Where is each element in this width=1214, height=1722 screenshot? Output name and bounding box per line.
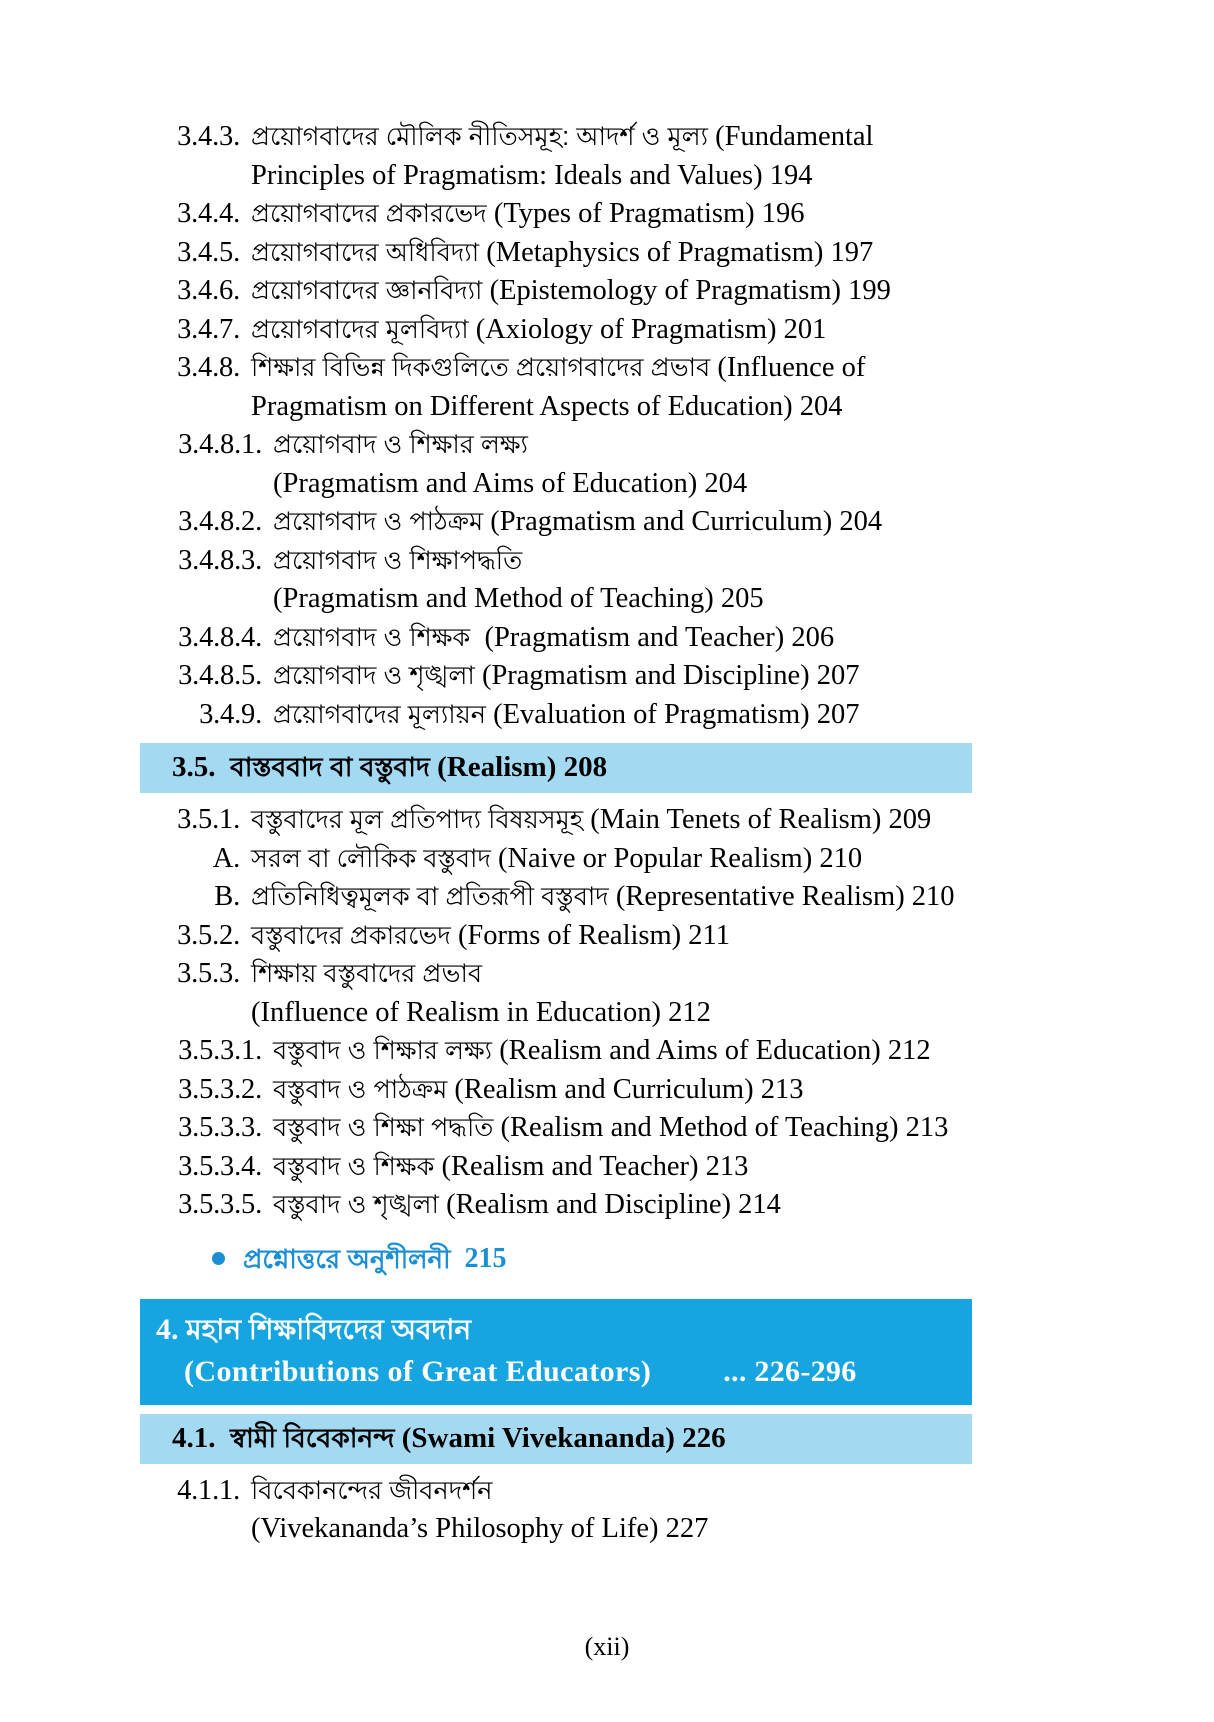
toc-entry[interactable] [140, 1032, 972, 1071]
toc-entry[interactable] [140, 801, 972, 840]
toc-entry[interactable] [140, 349, 972, 388]
exercise-label-bengali: প্রশ্নোত্তরে অনুশীলনী [243, 1243, 451, 1274]
entry-number: B. [214, 881, 240, 912]
entry-number: 3.5.2. [177, 919, 240, 951]
entry-text-bengali: বস্তুবাদ ও শিক্ষার লক্ষ্য [273, 1037, 493, 1065]
entry-text [262, 619, 972, 658]
entry-text-bengali: বস্তুবাদ ও শৃঙ্খলা [273, 1191, 439, 1219]
entry-text [262, 696, 972, 735]
entry-number: 3.4.9. [199, 698, 262, 730]
entry-text-english: (Axiology of Pragmatism) 201 [475, 313, 827, 345]
toc-entry[interactable] [140, 311, 972, 350]
entry-text-bengali: প্রতিনিধিত্বমূলক বা প্রতিরূপী বস্তুবাদ [251, 883, 609, 911]
bullet-dot-icon [212, 1252, 225, 1265]
entry-text-bengali: বস্তুবাদ ও শিক্ষক [273, 1152, 435, 1181]
toc-entry[interactable] [140, 657, 972, 696]
section-title-bengali: স্বামী বিবেকানন্দ [230, 1422, 395, 1453]
entry-text [262, 1071, 972, 1110]
entry-text-english: (Fundamental [715, 121, 874, 152]
entry-text-bengali: বস্তুবাদ ও শিক্ষা পদ্ধতি [273, 1114, 494, 1142]
toc-group-3-4 [140, 118, 972, 734]
entry-text [262, 657, 972, 696]
toc-entry[interactable] [140, 1186, 972, 1225]
entry-text-english: (Evaluation of Pragmatism) 207 [493, 698, 860, 730]
entry-number: 3.5.1. [177, 804, 240, 835]
entry-text [240, 311, 972, 350]
toc-entry[interactable] [140, 542, 972, 581]
entry-text-english: (Main Tenets of Realism) 209 [590, 804, 932, 835]
entry-number: 3.5.3.5. [178, 1189, 262, 1220]
toc-entry-continuation: Pragmatism on Different Aspects of Education) 204 [251, 390, 843, 422]
toc-entry[interactable] [140, 696, 972, 735]
chapter-title-bengali: মহান শিক্ষাবিদদের অবদান [186, 1313, 472, 1345]
entry-text [262, 1148, 972, 1187]
entry-text-english: (Realism and Curriculum) 213 [454, 1073, 804, 1105]
entry-number: 3.5.3.1. [178, 1035, 262, 1066]
exercise-page-number: 215 [464, 1242, 507, 1274]
entry-number: 3.4.8.4. [178, 621, 262, 653]
entry-text [262, 503, 972, 542]
entry-text [240, 917, 972, 956]
entry-text-english: (Pragmatism and Discipline) 207 [481, 660, 860, 691]
toc-entry[interactable] [140, 1109, 972, 1148]
entry-number: 3.4.8. [177, 352, 240, 383]
entry-text-bengali: বিবেকানন্দের জীবনদর্শন [251, 1476, 493, 1505]
toc-entry-continuation: Principles of Pragmatism: Ideals and Values) 194 [251, 159, 813, 191]
entry-number: 3.5.3.4. [178, 1150, 262, 1182]
entry-text-bengali: প্রয়োগবাদের প্রকারভেদ [251, 200, 487, 228]
entry-text [240, 840, 972, 879]
entry-text-english: (Realism and Method of Teaching) 213 [500, 1112, 949, 1143]
toc-entry[interactable] [140, 1148, 972, 1187]
entry-text-bengali: প্রয়োগবাদের মূলবিদ্যা [251, 315, 469, 344]
page-folio: (xii) [584, 1632, 630, 1661]
entry-text-bengali: শিক্ষায় বস্তুবাদের প্রভাব [251, 960, 483, 988]
entry-number: 3.4.4. [177, 198, 240, 229]
entry-text-bengali: শিক্ষার বিভিন্ন দিকগুলিতে প্রয়োগবাদের প্রভাব [251, 354, 711, 382]
entry-number: 3.5.3.2. [178, 1073, 262, 1105]
toc-entry-continuation: (Pragmatism and Aims of Education) 204 [273, 467, 748, 499]
toc-entry[interactable] [140, 426, 972, 465]
entry-text-bengali: প্রয়োগবাদের মৌলিক নীতিসমূহ: আদর্শ ও মূল্য [251, 123, 709, 151]
toc-entry[interactable] [140, 234, 972, 273]
entry-text-english: (Forms of Realism) 211 [457, 919, 730, 951]
section-heading-3-5[interactable] [140, 743, 972, 793]
table-of-contents [140, 118, 972, 1549]
toc-entry[interactable] [140, 955, 972, 994]
toc-entry[interactable] [140, 272, 972, 311]
entry-text [262, 426, 972, 465]
toc-entry-continuation: (Vivekananda’s Philosophy of Life) 227 [251, 1513, 709, 1544]
chapter-title-english: (Contributions of Great Educators) [184, 1354, 652, 1388]
entry-text-bengali: প্রয়োগবাদের জ্ঞানবিদ্যা [251, 277, 483, 305]
chapter-page-range: ... 226-296 [723, 1354, 857, 1388]
section-title-english: (Swami Vivekananda) 226 [401, 1421, 726, 1454]
entry-text-bengali: বস্তুবাদের মূল প্রতিপাদ্য বিষয়সমূহ [251, 806, 584, 834]
chapter-heading-line-2 [156, 1351, 972, 1393]
entry-text-bengali: প্রয়োগবাদ ও শিক্ষাপদ্ধতি [273, 546, 523, 575]
entry-number: 3.4.5. [177, 236, 240, 268]
toc-entry[interactable] [140, 118, 972, 157]
entry-text-english: (Realism and Discipline) 214 [446, 1189, 781, 1220]
entry-text [240, 349, 972, 388]
entry-text-bengali: প্রয়োগবাদের অধিবিদ্যা [251, 238, 480, 267]
section-title-english: (Realism) 208 [437, 751, 608, 783]
toc-entry-continuation: (Influence of Realism in Education) 212 [251, 996, 711, 1028]
chapter-number: 4. [156, 1312, 179, 1346]
entry-text [240, 272, 972, 311]
toc-entry[interactable] [140, 195, 972, 234]
entry-number: 3.4.8.2. [178, 506, 262, 537]
toc-entry[interactable] [140, 1071, 972, 1110]
entry-text-english: (Metaphysics of Pragmatism) 197 [486, 236, 874, 268]
toc-entry[interactable] [140, 1472, 972, 1511]
entry-number: 3.5.3. [177, 958, 240, 989]
entry-text-bengali: বস্তুবাদের প্রকারভেদ [251, 921, 451, 950]
entry-text-bengali: প্রয়োগবাদ ও শিক্ষার লক্ষ্য [273, 431, 528, 459]
entry-text-english: (Epistemology of Pragmatism) 199 [489, 275, 891, 306]
entry-text-bengali: বস্তুবাদ ও পাঠক্রম [273, 1075, 448, 1104]
entry-text-english: (Representative Realism) 210 [615, 881, 955, 912]
entry-number: A. [212, 842, 240, 874]
entry-text [240, 878, 972, 917]
entry-text-bengali: প্রয়োগবাদ ও পাঠক্রম [273, 508, 484, 536]
section-number: 3.5. [172, 751, 216, 783]
entry-text [240, 234, 972, 273]
entry-text [262, 1186, 972, 1225]
entry-text [240, 801, 972, 840]
entry-text-bengali: প্রয়োগবাদের মূল্যায়ন [273, 700, 486, 729]
entry-number: 4.1.1. [177, 1474, 240, 1506]
entry-text [240, 118, 972, 157]
entry-text-english: (Pragmatism and Curriculum) 204 [490, 506, 883, 537]
section-heading-4-1[interactable] [140, 1414, 972, 1464]
toc-entry[interactable] [140, 619, 972, 658]
entry-text [240, 1472, 972, 1511]
toc-group-3-5 [140, 801, 972, 1225]
exercise-link[interactable] [212, 1239, 972, 1279]
section-title-bengali: বাস্তববাদ বা বস্তুবাদ [230, 752, 430, 782]
entry-text [262, 542, 972, 581]
entry-number: 3.4.8.1. [178, 429, 262, 460]
entry-text [240, 955, 972, 994]
entry-text-english: (Influence of [717, 352, 866, 383]
toc-entry[interactable] [140, 878, 972, 917]
toc-entry-continuation: (Pragmatism and Method of Teaching) 205 [273, 583, 764, 614]
entry-number: 3.5.3.3. [178, 1112, 262, 1143]
entry-text-english: (Naive or Popular Realism) 210 [497, 842, 863, 874]
entry-number: 3.4.7. [177, 313, 240, 345]
entry-number: 3.4.8.5. [178, 660, 262, 691]
entry-text-english: (Pragmatism and Teacher) 206 [484, 621, 835, 653]
toc-entry[interactable] [140, 917, 972, 956]
entry-text-english: (Realism and Aims of Education) 212 [499, 1035, 931, 1066]
entry-text [262, 1109, 972, 1148]
entry-text-bengali: সরল বা লৌকিক বস্তুবাদ [251, 844, 491, 873]
entry-text [240, 195, 972, 234]
toc-entry[interactable] [140, 840, 972, 879]
entry-number: 3.4.3. [177, 121, 240, 152]
entry-text-english: (Realism and Teacher) 213 [441, 1150, 749, 1182]
entry-number: 3.4.6. [177, 275, 240, 306]
entry-text-bengali: প্রয়োগবাদ ও শৃঙ্খলা [273, 662, 475, 690]
chapter-heading-line-1 [156, 1309, 972, 1351]
entry-text [262, 1032, 972, 1071]
chapter-heading-4[interactable] [140, 1299, 972, 1405]
entry-text-english: (Types of Pragmatism) 196 [493, 198, 805, 229]
toc-entry[interactable] [140, 503, 972, 542]
entry-text-bengali: প্রয়োগবাদ ও শিক্ষক [273, 623, 471, 652]
section-number: 4.1. [172, 1421, 216, 1454]
entry-number: 3.4.8.3. [178, 544, 262, 576]
toc-group-4-1 [140, 1472, 972, 1549]
